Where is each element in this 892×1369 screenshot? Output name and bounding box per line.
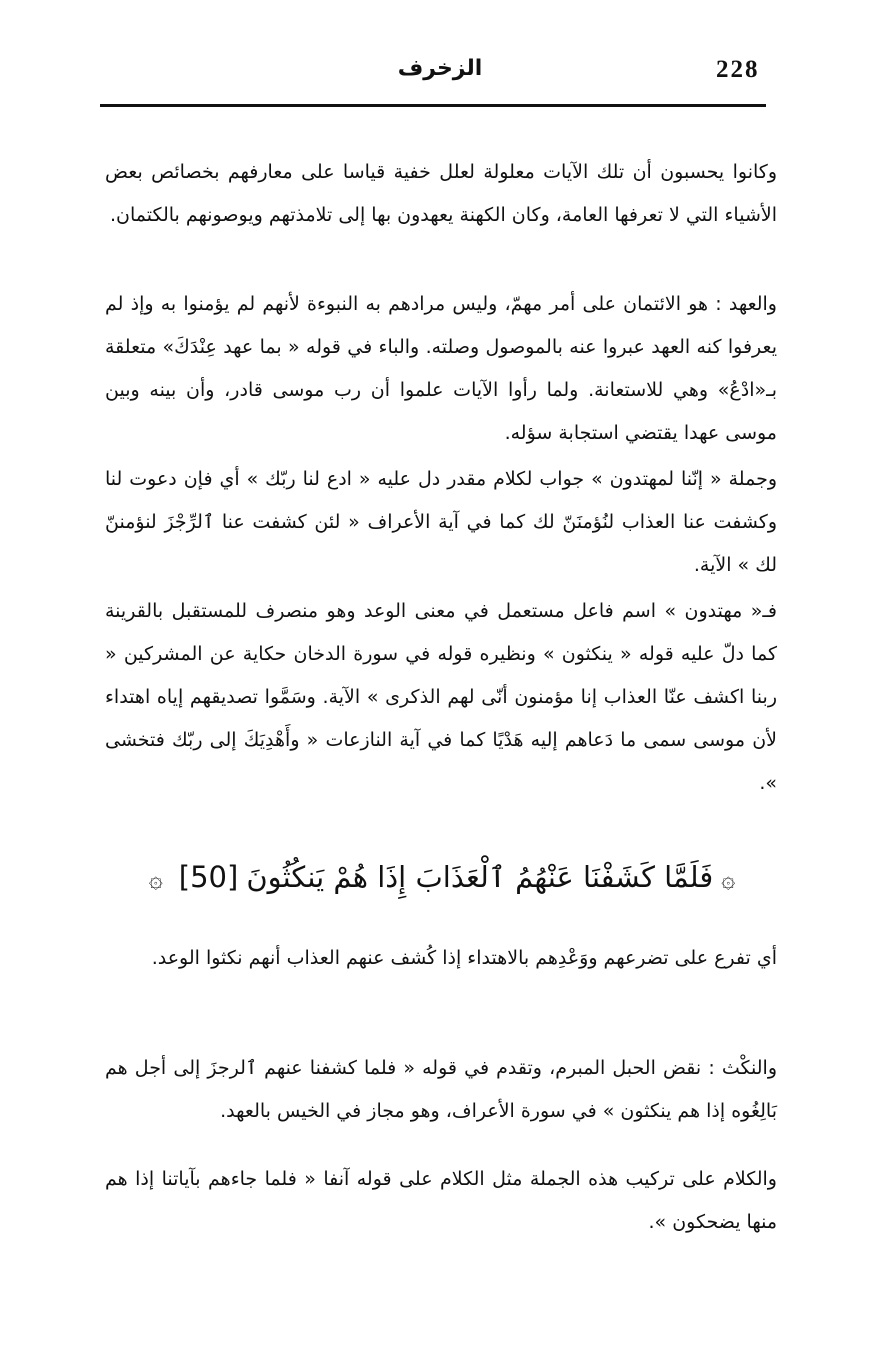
header-divider bbox=[100, 104, 766, 107]
paragraph-3: وجملة « إنّنا لمهتدون » جواب لكلام مقدر دل عليه « ادع لنا ربّك » أي فإن دعوت لنا وكشفت عنا العذاب لنُؤمنَنّ لك كما في آية الأعراف « لئن كشفت عنا ٱلرِّجْزَ لنؤمننّ لك » الآية. bbox=[105, 468, 777, 576]
paragraph-5: أي تفرع على تضرعهم ووَعْدِهم بالاهتداء إذا كُشف عنهم العذاب أنهم نكثوا الوعد. bbox=[151, 947, 777, 969]
page-number: 228 bbox=[716, 56, 760, 83]
paragraph-7: والكلام على تركيب هذه الجملة مثل الكلام على قوله آنفا « فلما جاءهم بآياتنا إذا هم منها يضحكون ». bbox=[105, 1168, 777, 1233]
quran-verse bbox=[118, 845, 766, 911]
running-title: الزخرف bbox=[397, 56, 483, 81]
verse-ornament-open-icon: ۞ bbox=[721, 865, 736, 893]
verse-ornament-close-icon: ۞ bbox=[148, 865, 163, 893]
paragraph-2: والعهد : هو الائتمان على أمر مهمّ، وليس مرادهم به النبوءة لأنهم لم يؤمنوا به وإذ لم يعرفوا كنه العهد عبروا عنه بالموصول وصلته. والباء في قوله « بما عهد عِنْدَكَ» متعلقة بـ«ادْعُ» وهي للاستعانة. ولما رأوا الآيات علموا أن رب موسى قادر، وأن بينه وبين موسى عهدا يقتضي استجابة سؤله. bbox=[105, 293, 777, 444]
verse-number: [50] bbox=[178, 860, 239, 894]
paragraph-6: والنكْث : نقض الحبل المبرم، وتقدم في قوله « فلما كشفنا عنهم ٱلرجزَ إلى أجل هم بَالِغُوه إذا هم ينكثون » في سورة الأعراف، وهو مجاز في الخيس بالعهد. bbox=[105, 1057, 777, 1122]
paragraph-1: وكانوا يحسبون أن تلك الآيات معلولة لعلل خفية قياسا على معارفهم بخصائص بعض الأشياء التي لا تعرفها العامة، وكان الكهنة يعهدون بها إلى تلامذتهم ويوصونهم بالكتمان. bbox=[105, 161, 777, 226]
verse-text: فَلَمَّا كَشَفْنَا عَنْهُمُ ٱلْعَذَابَ إِذَا هُمْ يَنكُثُونَ bbox=[246, 860, 714, 894]
paragraph-4: فـ« مهتدون » اسم فاعل مستعمل في معنى الوعد وهو منصرف للمستقبل بالقرينة كما دلّ عليه قوله « ينكثون » ونظيره قوله في سورة الدخان حكاية عن المشركين « ربنا اكشف عنّا العذاب إنا مؤمنون أنّى لهم الذكرى » الآية. وسَمَّوا تصديقهم إياه اهتداء لأن موسى سمى ما دَعاهم إليه هَدْيًا كما في آية النازعات « وأَهْدِيَكَ إلى ربّك فتخشى ». bbox=[105, 600, 777, 794]
